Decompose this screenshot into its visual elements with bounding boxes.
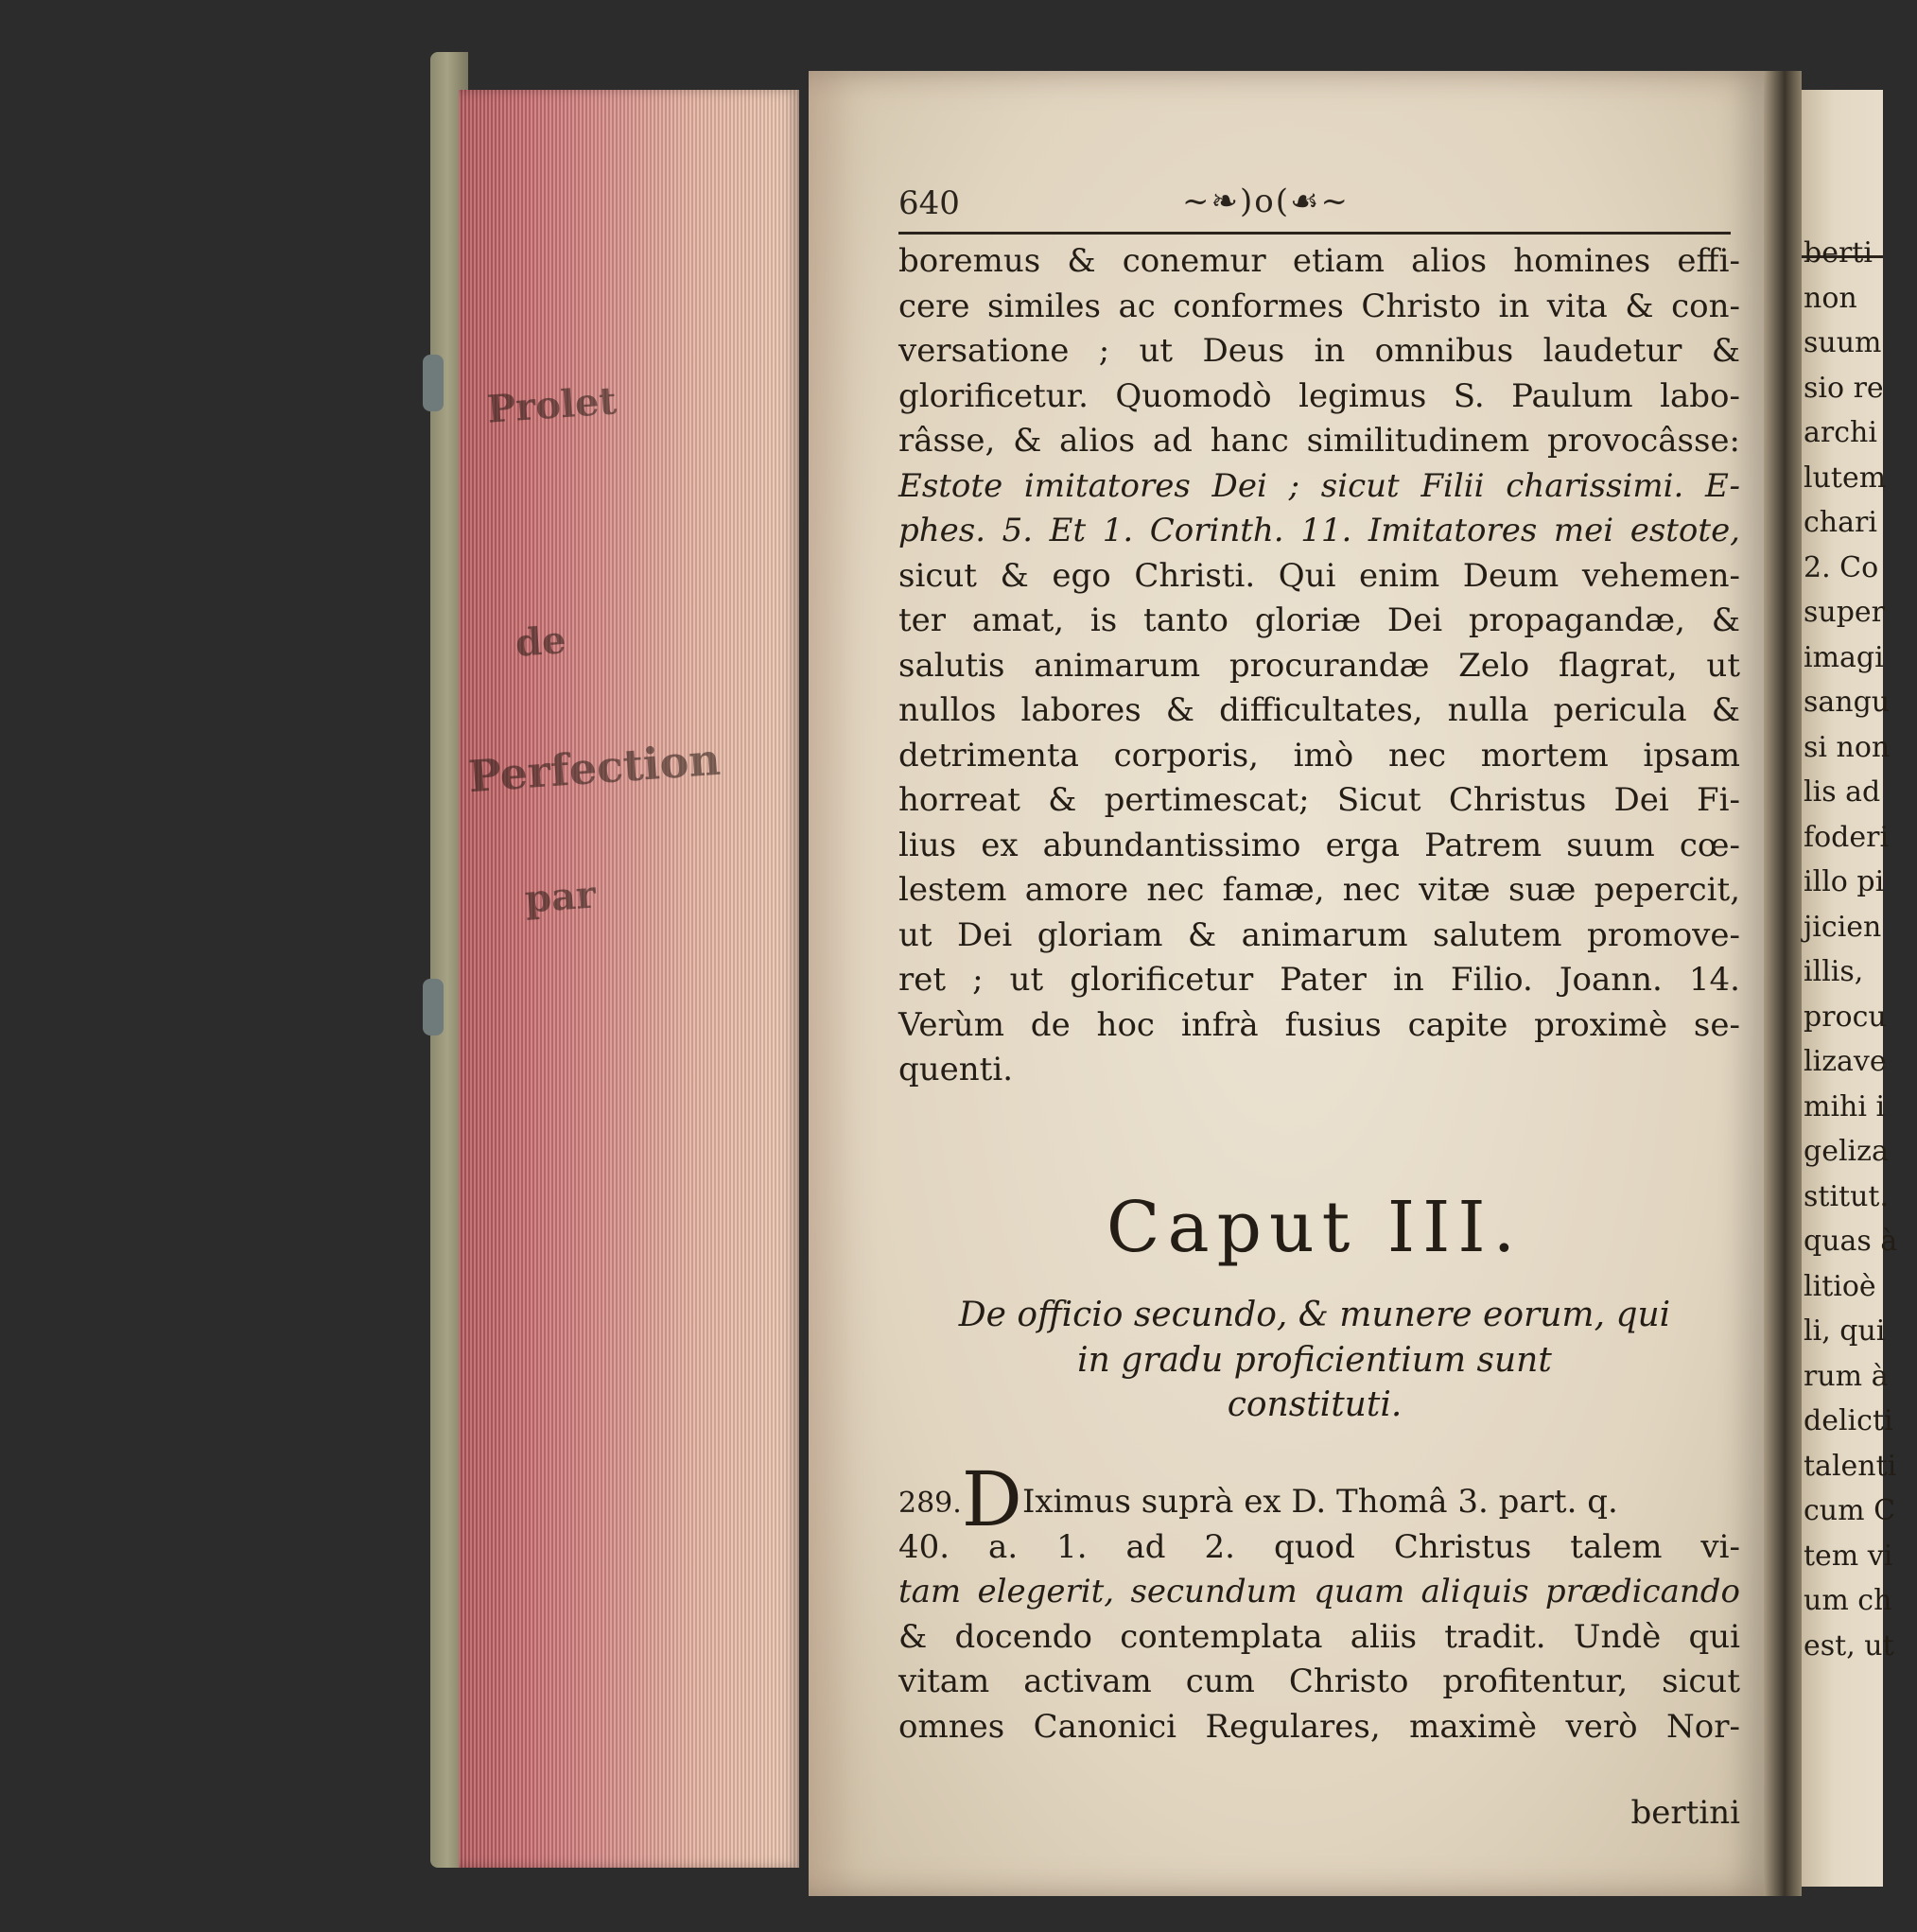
body-line: ut Dei gloriam & animarum salutem promove- bbox=[898, 915, 1740, 954]
book-gutter bbox=[1764, 71, 1802, 1896]
paragraph-289 bbox=[898, 1455, 1740, 1749]
body-line: ret ; ut glorificetur Pater in Filio. Joann. 14. bbox=[898, 961, 1740, 999]
right-page-fragment: 2. Co bbox=[1804, 550, 1879, 584]
right-page-fragment: rum à bbox=[1804, 1359, 1889, 1393]
right-page-fragment: illis, bbox=[1804, 955, 1864, 988]
right-page-fragment: lutem bbox=[1804, 461, 1887, 495]
right-page-fragment: lis ad bbox=[1804, 775, 1881, 809]
fore-edge-inscription: Perfection bbox=[466, 733, 723, 803]
paragraph-line: omnes Canonici Regulares, maximè verò Nor- bbox=[898, 1707, 1740, 1746]
body-line: salutis animarum procurandæ Zelo flagrat, ut bbox=[898, 646, 1740, 685]
body-line: versatione ; ut Deus in omnibus laudetur & bbox=[898, 332, 1740, 370]
right-page-fragment: super bbox=[1804, 596, 1886, 629]
paragraph-first-line bbox=[898, 1455, 1740, 1543]
chapter-title: Caput III. bbox=[1106, 1187, 1524, 1268]
body-line: râsse, & alios ad hanc similitudinem provocâsse: bbox=[898, 422, 1740, 460]
header-ornament: ~❧)o(☙~ bbox=[1182, 183, 1350, 220]
paragraph-line: & docendo contemplata aliis tradit. Undè qui bbox=[898, 1617, 1740, 1656]
body-line: lestem amore nec famæ, nec vitæ suæ pepercit, bbox=[898, 871, 1740, 909]
body-line: cere similes ac conformes Christo in vita & con- bbox=[898, 287, 1740, 325]
body-line: glorificetur. Quomodò legimus S. Paulum labo- bbox=[898, 376, 1740, 415]
right-page-fragment: geliza bbox=[1804, 1135, 1889, 1168]
fore-edge-inscription: par bbox=[523, 872, 598, 922]
body-line: boremus & conemur etiam alios homines effi- bbox=[898, 242, 1740, 280]
right-page-fragment: sangu bbox=[1804, 686, 1891, 719]
running-head bbox=[898, 184, 1731, 235]
chapter-subtitle bbox=[898, 1293, 1731, 1428]
page-fore-edge bbox=[459, 90, 799, 1868]
page-number: 640 bbox=[898, 184, 960, 222]
drop-cap: D bbox=[961, 1455, 1022, 1543]
body-line: nullos labores & difficultates, nulla pericula & bbox=[898, 691, 1740, 729]
right-page-text bbox=[1804, 232, 1917, 1669]
right-page-fragment: non bbox=[1804, 281, 1857, 315]
right-page-fragment: imagi bbox=[1804, 640, 1884, 674]
left-page bbox=[809, 71, 1764, 1896]
right-page-fragment: sio re bbox=[1804, 371, 1884, 405]
right-page-fragment: illo pi bbox=[1804, 865, 1885, 898]
right-page-fragment: est, ut bbox=[1804, 1628, 1894, 1662]
paragraph-line: Iximus suprà ex D. Thomâ 3. part. q. bbox=[1021, 1483, 1618, 1521]
subtitle-line: constituti. bbox=[1227, 1385, 1403, 1424]
right-page-fragment: litioè bbox=[1804, 1269, 1876, 1303]
fore-edge-inscription: de bbox=[514, 618, 567, 666]
right-page-fragment: quas à bbox=[1804, 1225, 1898, 1258]
right-page-fragment: um ch bbox=[1804, 1584, 1892, 1617]
open-book bbox=[430, 52, 1898, 1932]
right-page-fragment: berti bbox=[1804, 236, 1873, 270]
subtitle-line: in gradu proficientium sunt bbox=[1077, 1340, 1552, 1380]
paragraph-line: vitam activam cum Christo profitentur, sicut bbox=[898, 1662, 1740, 1700]
fore-edge-inscription: Prolet bbox=[485, 378, 619, 432]
body-line: Estote imitatores Dei ; sicut Filii charissimi. E- bbox=[898, 466, 1740, 505]
body-line: Verùm de hoc infrà fusius capite proximè se- bbox=[898, 1005, 1740, 1044]
subtitle-line: De officio secundo, & munere eorum, qui bbox=[958, 1296, 1671, 1334]
right-page-fragment: li, qui bbox=[1804, 1314, 1886, 1348]
body-line: sicut & ego Christi. Qui enim Deum vehemen- bbox=[898, 556, 1740, 595]
paragraph-body bbox=[898, 1525, 1740, 1750]
right-page-fragment: cum C bbox=[1804, 1494, 1896, 1527]
body-line: phes. 5. Et 1. Corinth. 11. Imitatores mei estote, bbox=[898, 512, 1740, 549]
right-page-fragment: archi bbox=[1804, 416, 1877, 449]
right-page-fragment: talenti bbox=[1804, 1449, 1897, 1483]
right-page-fragment: si non bbox=[1804, 730, 1891, 764]
clasp-hinge bbox=[423, 355, 444, 411]
paragraph-line: tam elegerit, secundum quam aliquis prædicando bbox=[898, 1573, 1740, 1610]
right-page-fragment: jicien bbox=[1804, 910, 1882, 944]
clasp-hinge bbox=[423, 979, 444, 1036]
right-page-fragment: foderi bbox=[1804, 820, 1890, 854]
catchword: bertini bbox=[1630, 1794, 1740, 1832]
right-page-fragment: stitut. bbox=[1804, 1179, 1890, 1213]
right-page-fragment: tem vi bbox=[1804, 1539, 1893, 1573]
right-page-fragment: lizave bbox=[1804, 1045, 1887, 1078]
right-page-fragment: procu bbox=[1804, 1000, 1887, 1034]
body-line: horreat & pertimescat; Sicut Christus Dei Fi- bbox=[898, 781, 1740, 819]
right-page-fragment: suum bbox=[1804, 326, 1882, 359]
body-line: detrimenta corporis, imò nec mortem ipsam bbox=[898, 736, 1740, 775]
body-line: quenti. bbox=[898, 1051, 1014, 1088]
paragraph-number: 289. bbox=[898, 1487, 962, 1520]
body-line: ter amat, is tanto gloriæ Dei propagandæ, & bbox=[898, 601, 1740, 639]
right-page-fragment: delicti bbox=[1804, 1404, 1893, 1437]
right-page-fragment: chari bbox=[1804, 506, 1877, 539]
paragraph-line: 40. a. 1. ad 2. quod Christus talem vi- bbox=[898, 1527, 1740, 1566]
right-page-edge bbox=[1802, 90, 1898, 1887]
body-text bbox=[898, 239, 1740, 1093]
body-line: lius ex abundantissimo erga Patrem suum cœ- bbox=[898, 826, 1740, 864]
right-page-fragment: mihi i bbox=[1804, 1089, 1886, 1123]
